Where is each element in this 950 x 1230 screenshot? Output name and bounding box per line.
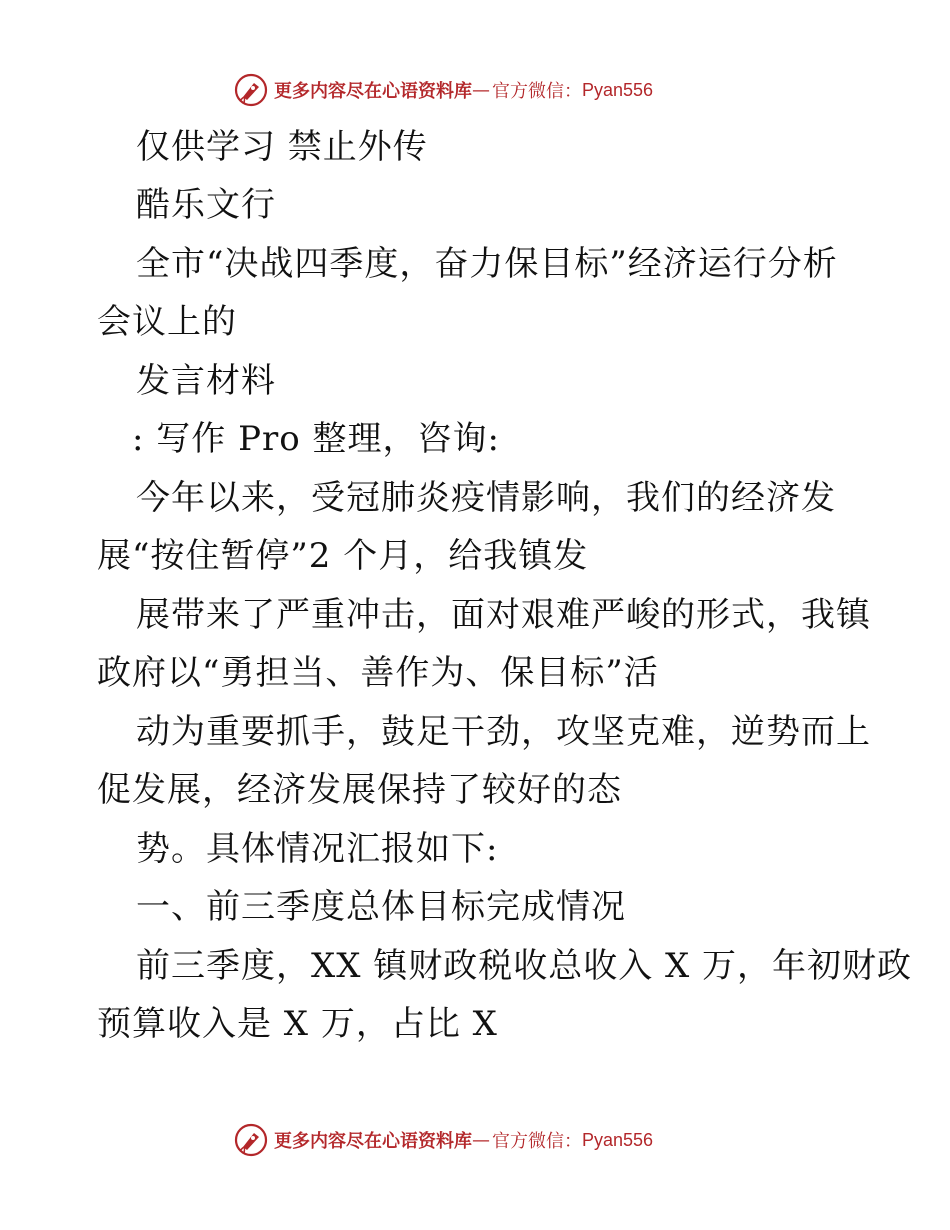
doc-line: 势。具体情况汇报如下: [136,829,499,869]
doc-section-heading: 一、前三季度总体目标完成情况 [136,887,626,927]
pen-nib-logo-icon [234,73,268,107]
pen-nib-logo-icon [234,1123,268,1157]
watermark-separator: — [472,79,490,101]
doc-line: 会议上的 [97,302,237,342]
doc-line: 展“按住暂停”2 个月，给我镇发 [97,536,589,576]
watermark-header [234,72,653,108]
doc-line: 动为重要抓手，鼓足干劲，攻坚克难，逆势而上 [136,712,871,752]
doc-line: 仅供学习 禁止外传 [136,127,428,167]
doc-line: 预算收入是 X 万，占比 X [97,1004,498,1044]
doc-line: : 写作 Pro 整理，咨询: [132,419,500,459]
watermark-wechat-id: Pyan556 [582,1129,654,1150]
watermark-wechat-id: Pyan556 [582,79,654,100]
doc-line: 展带来了严重冲击，面对艰难严峻的形式，我镇 [136,595,871,635]
doc-line: 全市“决战四季度，奋力保目标”经济运行分析 [136,244,838,284]
doc-line: 前三季度，XX 镇财政税收总收入 X 万，年初财政 [136,946,913,986]
doc-line: 政府以“勇担当、善作为、保目标”活 [97,653,659,693]
watermark-separator: — [472,1129,490,1151]
doc-line: 酷乐文行 [136,185,276,225]
doc-line: 发言材料 [136,361,276,401]
doc-line: 今年以来，受冠肺炎疫情影响，我们的经济发 [136,478,836,518]
watermark-footer [234,1122,653,1158]
doc-line: 促发展，经济发展保持了较好的态 [97,770,622,810]
watermark-brand: 更多内容尽在心语资料库 [274,1131,472,1152]
watermark-wechat-label: 官方微信： [492,81,582,102]
watermark-wechat-label: 官方微信： [492,1131,582,1152]
watermark-brand: 更多内容尽在心语资料库 [274,81,472,102]
